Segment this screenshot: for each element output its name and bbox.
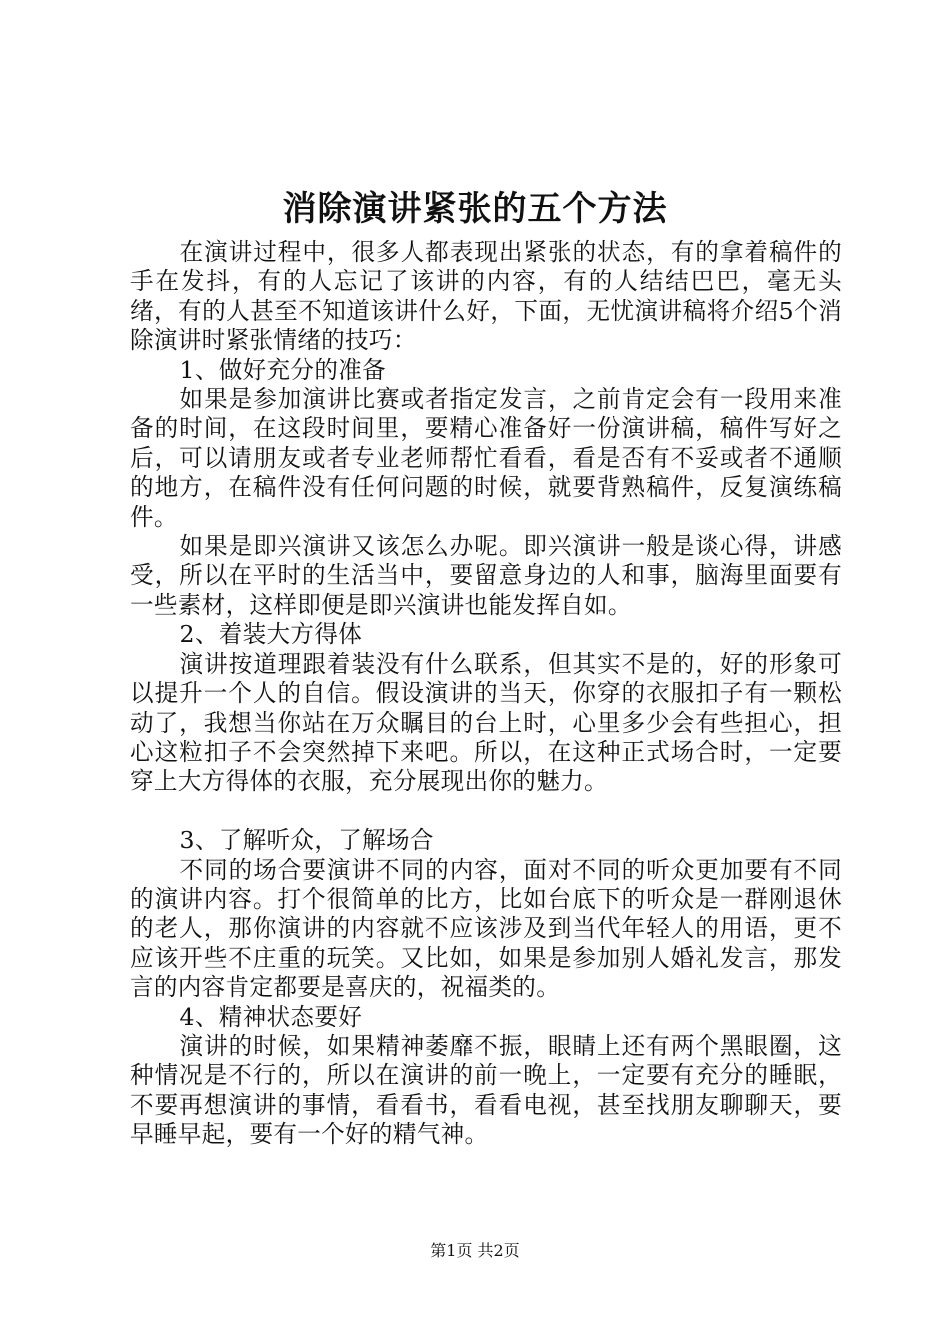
blank-line (130, 797, 842, 826)
document-body (130, 238, 842, 1150)
section-heading-2: 2、着装大方得体 (179, 620, 363, 649)
section-heading-3: 3、了解听众，了解场合 (179, 826, 434, 855)
section-2-paragraph: 演讲按道理跟着装没有什么联系，但其实不是的，好的形象可以提升一个人的自信。假设演讲的当天，你穿的衣服扣子有一颗松动了，我想当你站在万众瞩目的台上时，心里多少会有些担心，担心这粒扣子不会突然掉下来吧。所以，在这种正式场合时，一定要穿上大方得体的衣服，充分展现出你的魅力。 (130, 649, 842, 796)
page-footer: 第1页 共2页 (430, 1241, 520, 1260)
section-1-paragraph-1: 如果是参加演讲比赛或者指定发言，之前肯定会有一段用来准备的时间，在这段时间里，要精心准备好一份演讲稿，稿件写好之后，可以请朋友或者专业老师帮忙看看，看是否有不妥或者不通顺的地方，在稿件没有任何问题的时候，就要背熟稿件，反复演练稿件。 (130, 385, 842, 531)
section-3-paragraph: 不同的场合要演讲不同的内容，面对不同的听众更加要有不同的演讲内容。打个很简单的比方，比如台底下的听众是一群刚退休的老人，那你演讲的内容就不应该涉及到当代年轻人的用语，更不应该开些不庄重的玩笑。又比如，如果是参加别人婚礼发言，那发言的内容肯定都要是喜庆的，祝福类的。 (130, 855, 842, 1002)
section-heading-1: 1、做好充分的准备 (179, 355, 387, 384)
intro-paragraph: 在演讲过程中，很多人都表现出紧张的状态，有的拿着稿件的手在发抖，有的人忘记了该讲的内容，有的人结结巴巴，毫无头绪，有的人甚至不知道该讲什么好，下面，无忧演讲稿将介绍5个消除演讲时紧张情绪的技巧： (130, 238, 842, 355)
section-heading-4: 4、精神状态要好 (179, 1002, 363, 1031)
document-title: 消除演讲紧张的五个方法 (282, 189, 668, 229)
section-1-paragraph-2: 如果是即兴演讲又该怎么办呢。即兴演讲一般是谈心得，讲感受，所以在平时的生活当中，要留意身边的人和事，脑海里面要有一些素材，这样即便是即兴演讲也能发挥自如。 (130, 532, 842, 619)
section-4-paragraph: 演讲的时候，如果精神萎靡不振，眼睛上还有两个黑眼圈，这种情况是不行的，所以在演讲的前一晚上，一定要有充分的睡眠，不要再想演讲的事情，看看书，看看电视，甚至找朋友聊聊天，要早睡早起，要有一个好的精气神。 (130, 1031, 842, 1149)
